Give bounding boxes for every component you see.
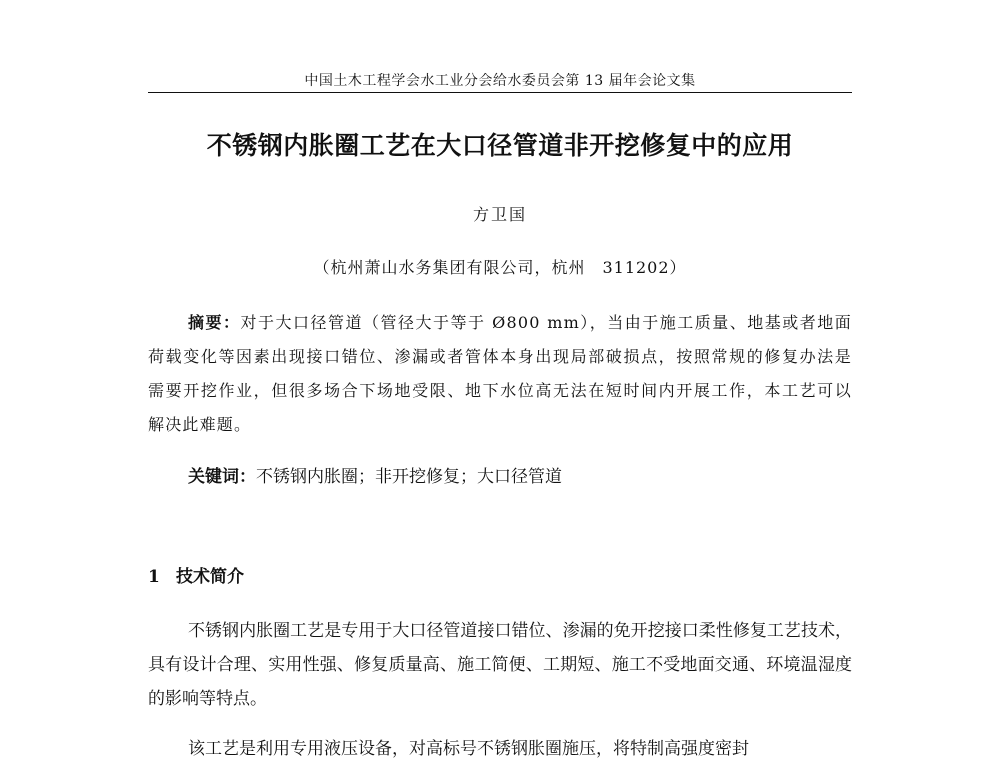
keywords <box>188 462 852 487</box>
keywords-text: 不锈钢内胀圈；非开挖修复；大口径管道 <box>256 467 562 487</box>
author-affiliation: （杭州萧山水务集团有限公司，杭州 311202） <box>313 258 687 277</box>
section-heading <box>148 562 244 587</box>
abstract-label: 摘要： <box>188 313 241 332</box>
running-header: 中国土木工程学会水工业分会给水委员会第 13 届年会论文集 <box>304 73 696 89</box>
body-paragraph: 不锈钢内胀圈工艺是专用于大口径管道接口错位、渗漏的免开挖接口柔性修复工艺技术，具有设计合理、实用性强、修复质量高、施工简便、工期短、施工不受地面交通、环境温湿度的影响等特点。 <box>148 621 852 709</box>
body-paragraph: 该工艺是利用专用液压设备，对高标号不锈钢胀圈施压，将特制高强度密封 <box>188 739 749 758</box>
abstract-text: 对于大口径管道（管径大于等于 Ø800 mm），当由于施工质量、地基或者地面荷载变化等因素出现接口错位、渗漏或者管体本身出现局部破损点，按照常规的修复办法是需要开挖作业，但很多场合下场地受限、地下水位高无法在短时间内开展工作，本工艺可以解决此难题。 <box>148 313 852 434</box>
paper-title: 不锈钢内胀圈工艺在大口径管道非开挖修复中的应用 <box>206 131 794 160</box>
author-name: 方卫国 <box>472 205 527 224</box>
section-title: 技术简介 <box>176 567 244 587</box>
keywords-label: 关键词： <box>188 467 256 487</box>
header-rule <box>148 92 852 93</box>
section-number: 1 <box>148 567 160 587</box>
abstract <box>148 306 852 442</box>
